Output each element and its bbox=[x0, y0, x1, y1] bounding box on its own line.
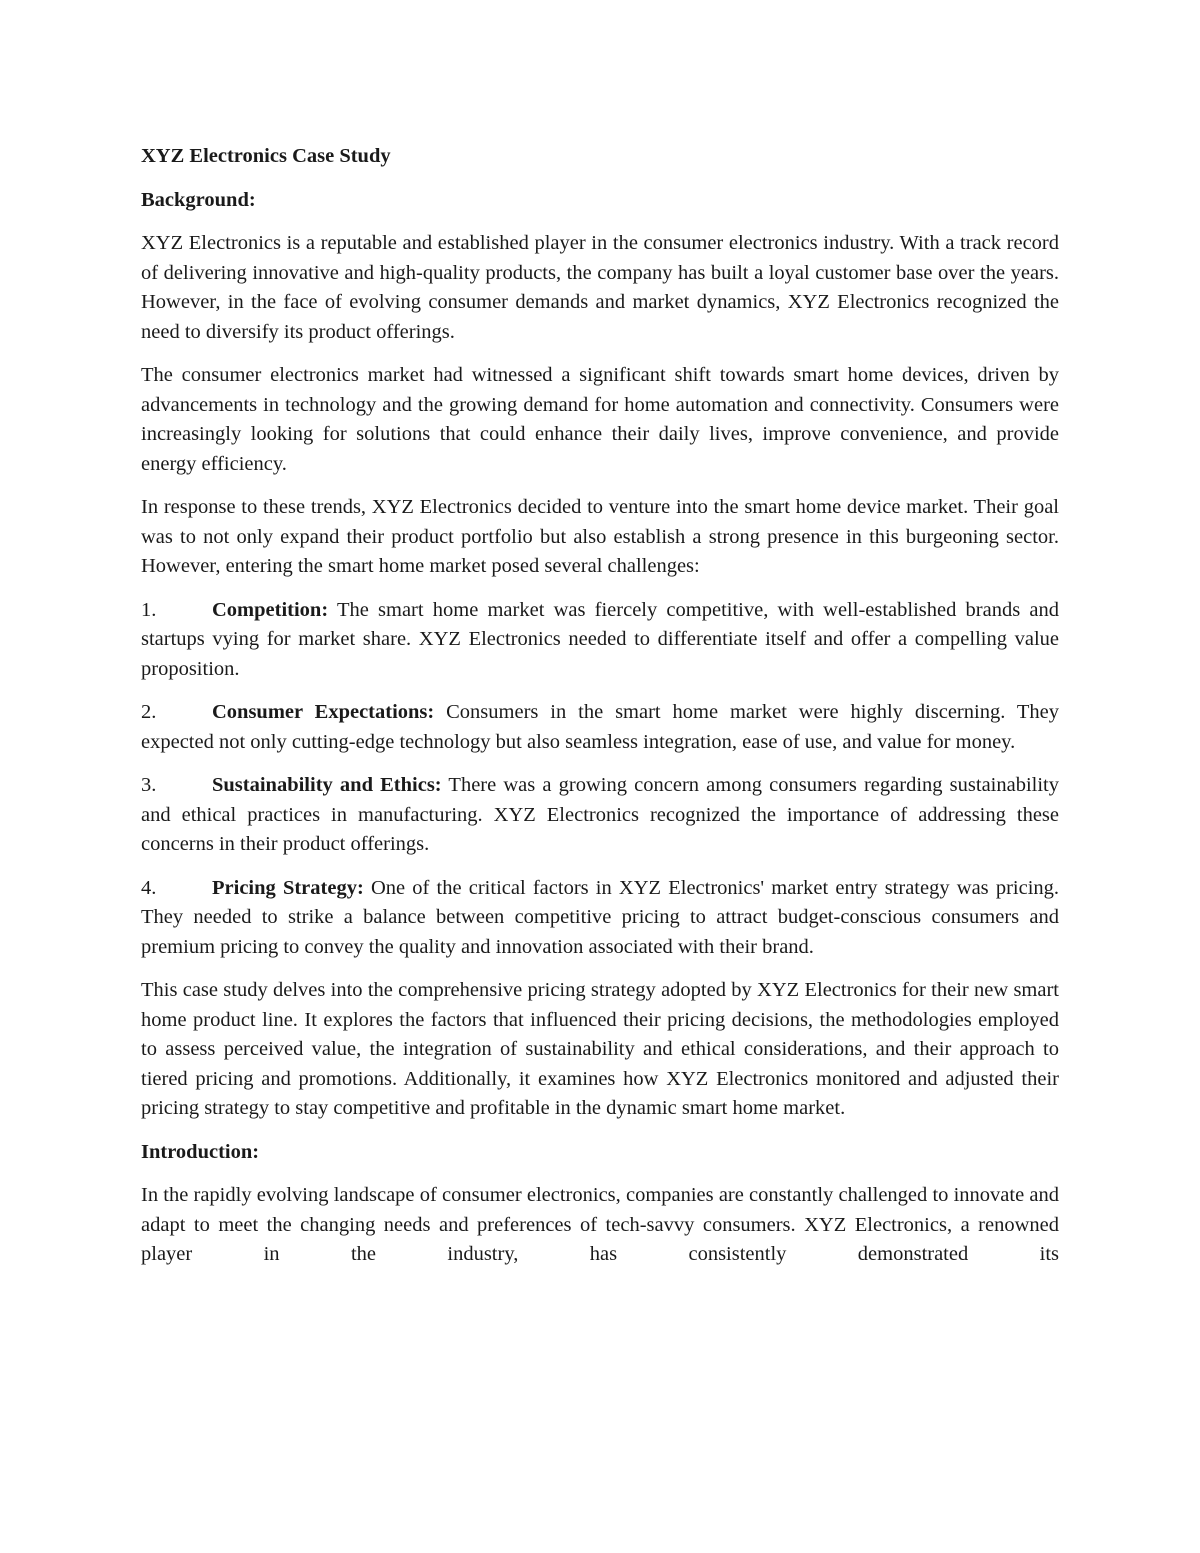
background-paragraph-1: XYZ Electronics is a reputable and established player in the consumer electronics industry. With a track record of delivering innovative and high-quality products, the company has built a loyal customer base over the years. However, in the face of evolving consumer demands and market dynamics, XYZ Electronics recognized the need to diversify its product offerings. bbox=[141, 232, 1059, 343]
challenge-number: 2. bbox=[141, 701, 157, 723]
background-heading: Background: bbox=[141, 188, 256, 211]
introduction-heading: Introduction: bbox=[141, 1140, 260, 1163]
challenge-text: One of the critical factors in XYZ Electronics' market entry strategy was pricing. They needed to strike a balance between competitive pricing to attract budget-conscious consumers and premium pricing to convey the quality and innovation associated with their brand. bbox=[141, 876, 1060, 958]
challenge-term: Consumer Expectations: bbox=[212, 701, 435, 723]
document-title: XYZ Electronics Case Study bbox=[141, 145, 391, 167]
challenge-text: There was a growing concern among consumers regarding sustainability and ethical practices in manufacturing. XYZ Electronics recognized the importance of addressing these concerns in their product offerings. bbox=[141, 774, 1059, 855]
challenge-term: Sustainability and Ethics: bbox=[212, 774, 442, 796]
background-paragraph-3: In response to these trends, XYZ Electronics decided to venture into the smart home device market. Their goal was to not only expand their product portfolio but also establish a strong presence in this burgeoning sector. However, entering the smart home market posed several challenges: bbox=[141, 496, 1059, 577]
challenge-number: 3. bbox=[141, 774, 157, 796]
challenge-text: Consumers in the smart home market were highly discerning. They expected not only cutting-edge technology but also seamless integration, ease of use, and value for money. bbox=[141, 701, 1059, 753]
document-page bbox=[141, 142, 1059, 1284]
challenge-term: Pricing Strategy: bbox=[212, 876, 364, 899]
challenge-number: 4. bbox=[141, 876, 157, 899]
challenge-item-competition bbox=[141, 596, 1059, 685]
challenge-term: Competition: bbox=[212, 598, 329, 621]
challenge-item-consumer-expectations bbox=[141, 698, 1059, 757]
background-paragraph-2: The consumer electronics market had witnessed a significant shift towards smart home devices, driven by advancements in technology and the growing demand for home automation and connectivity. Consumers were increasingly looking for solutions that could enhance their daily lives, improve convenience, and provide energy efficiency. bbox=[141, 364, 1059, 475]
challenge-number: 1. bbox=[141, 598, 157, 621]
challenge-item-pricing-strategy bbox=[141, 874, 1059, 963]
introduction-paragraph: In the rapidly evolving landscape of consumer electronics, companies are constantly challenged to innovate and adapt to meet the changing needs and preferences of tech-savvy consumers. XYZ Electronics, a renowned player in the industry, has consistently demonstrated its bbox=[141, 1184, 1059, 1265]
challenge-item-sustainability bbox=[141, 771, 1059, 860]
challenge-text: The smart home market was fiercely competitive, with well-established brands and startups vying for market share. XYZ Electronics needed to differentiate itself and offer a compelling value proposition. bbox=[141, 598, 1059, 680]
summary-paragraph: This case study delves into the comprehensive pricing strategy adopted by XYZ Electronics for their new smart home product line. It explores the factors that influenced their pricing decisions, the methodologies employed to assess perceived value, the integration of sustainability and ethical considerations, and their approach to tiered pricing and promotions. Additionally, it examines how XYZ Electronics monitored and adjusted their pricing strategy to stay competitive and profitable in the dynamic smart home market. bbox=[141, 979, 1059, 1119]
